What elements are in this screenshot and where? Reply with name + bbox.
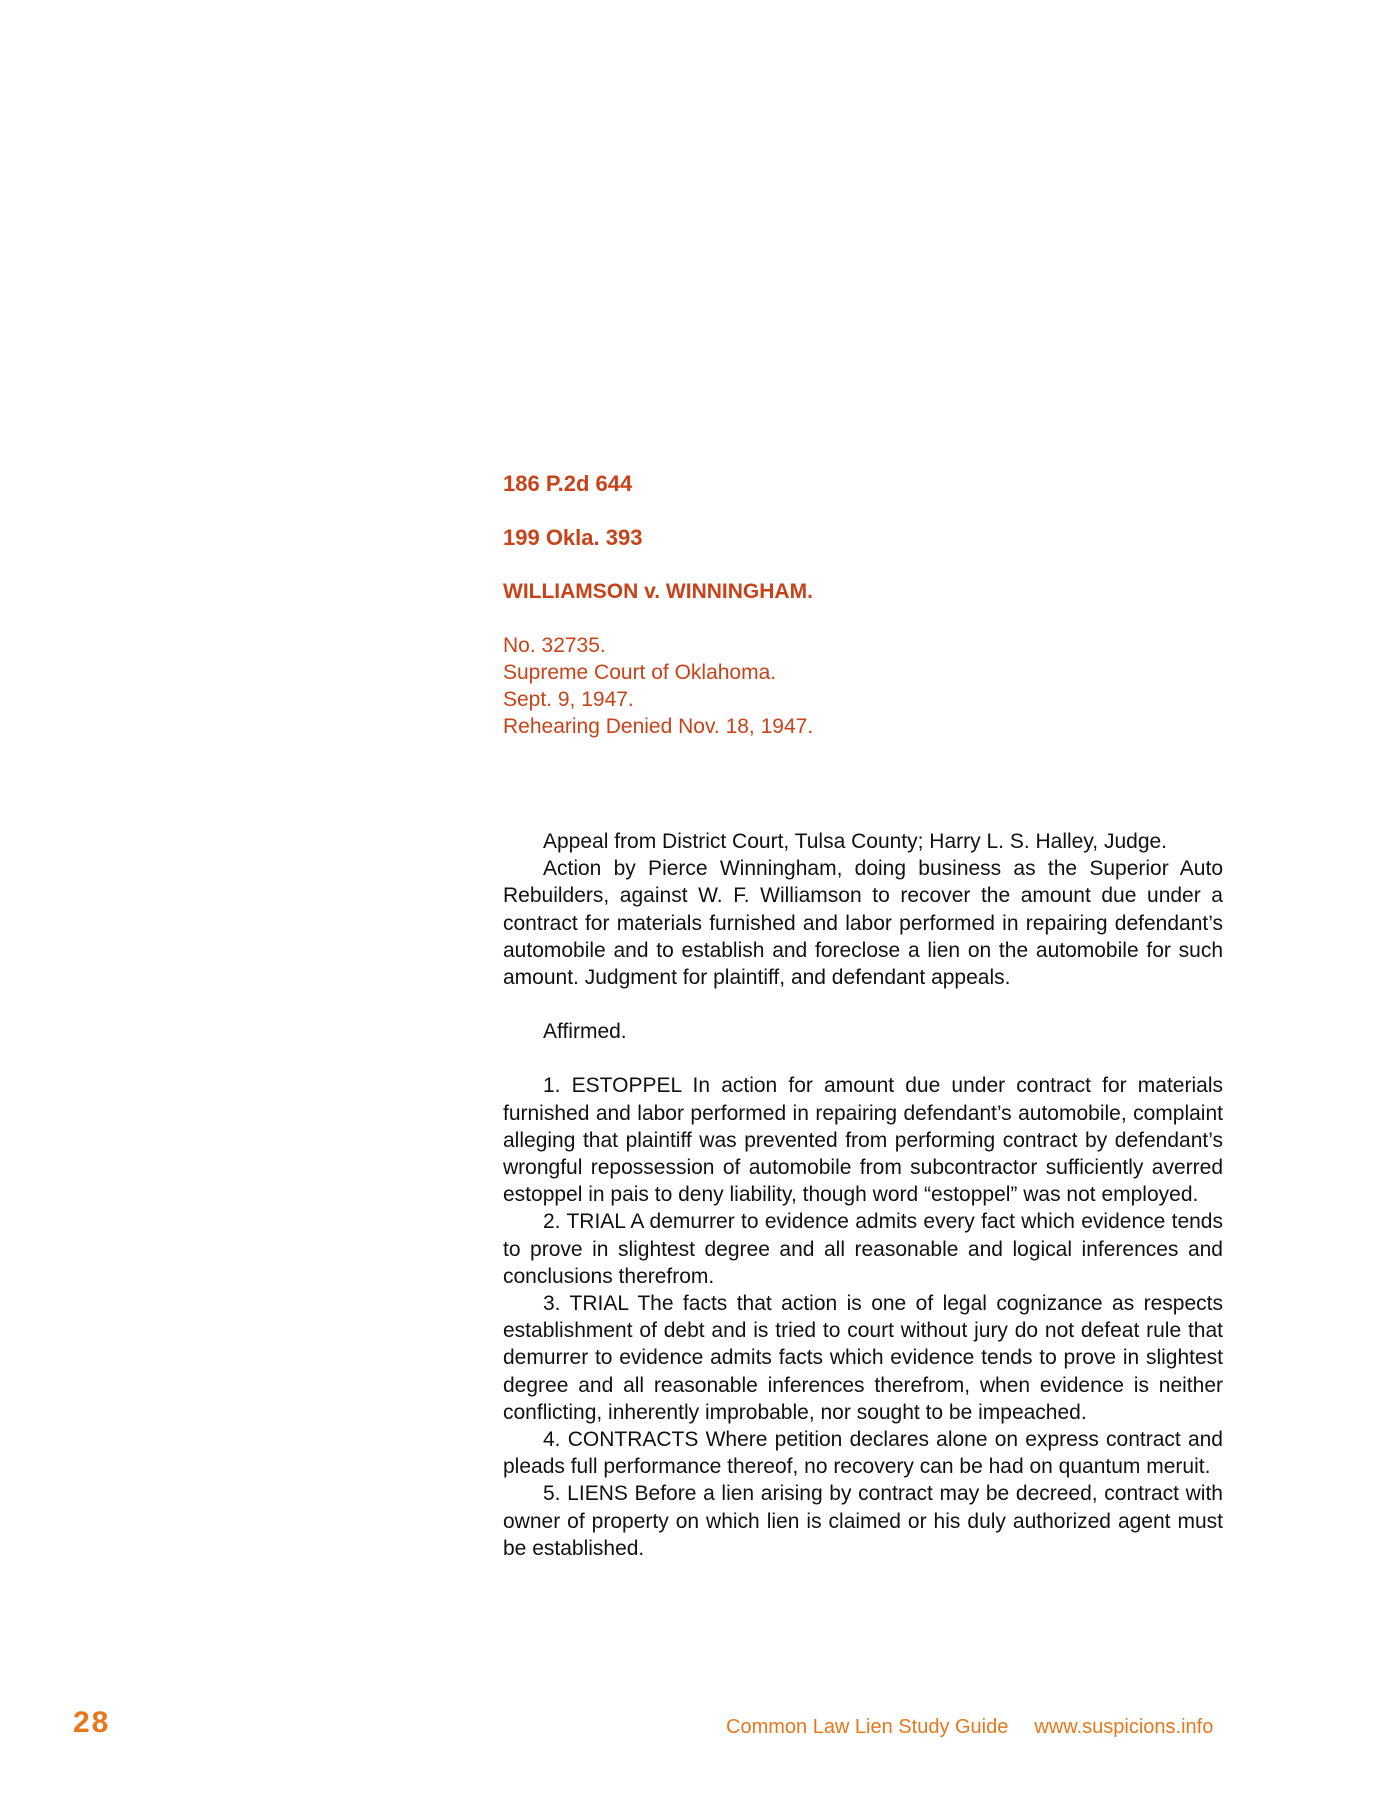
opinion-body: [503, 828, 1223, 1562]
headnote: 4. CONTRACTS Where petition declares alone on express contract and pleads full performance thereof, no recovery can be had on quantum meruit.: [503, 1428, 1223, 1479]
decision-date: Sept. 9, 1947.: [503, 688, 634, 711]
case-header: [503, 470, 1243, 740]
guide-title: Common Law Lien Study Guide: [726, 1716, 1009, 1738]
headnote: 1. ESTOPPEL In action for amount due under contract for materials furnished and labor performed in repairing defendant’s automobile, complaint alleging that plaintiff was prevented from performing contract by defendant’s wrongful repossession of automobile from subcontractor sufficiently averred estoppel in pais to deny liability, though word “estoppel” was not employed.: [503, 1074, 1223, 1207]
headnote: 2. TRIAL A demurrer to evidence admits every fact which evidence tends to prove in slightest degree and all reasonable and logical inferences and conclusions therefrom.: [503, 1210, 1223, 1288]
action-paragraph: Action by Pierce Winningham, doing business as the Superior Auto Rebuilders, against W. F. Williamson to recover the amount due under a contract for materials furnished and labor performed in repairing defendant’s automobile and to establish and foreclose a lien on the automobile for such amount. Judgment for plaintiff, and defendant appeals.: [503, 857, 1223, 990]
rehearing-date: Rehearing Denied Nov. 18, 1947.: [503, 715, 814, 738]
docket-number: No. 32735.: [503, 634, 606, 657]
case-title: WILLIAMSON v. WINNINGHAM.: [503, 580, 813, 603]
headnote: 5. LIENS Before a lien arising by contract may be decreed, contract with owner of property on which lien is claimed or his duly authorized agent must be established.: [503, 1482, 1223, 1560]
court-name: Supreme Court of Oklahoma.: [503, 661, 777, 684]
disposition: Affirmed.: [543, 1020, 627, 1044]
page-footer: [726, 1716, 1213, 1739]
page-number: 28: [73, 1706, 111, 1739]
website-link[interactable]: www.suspicions.info: [1034, 1716, 1214, 1738]
state-citation: 199 Okla. 393: [503, 525, 643, 550]
appeal-paragraph: Appeal from District Court, Tulsa County; Harry L. S. Halley, Judge.: [543, 830, 1168, 853]
reporter-citation: 186 P.2d 644: [503, 471, 633, 496]
headnote: 3. TRIAL The facts that action is one of legal cognizance as respects establishment of debt and is tried to court without jury do not defeat rule that demurrer to evidence admits facts which evidence tends to prove in slightest degree and all reasonable inferences therefrom, when evidence is neither conflicting, inherently improbable, nor sought to be impeached.: [503, 1292, 1223, 1424]
